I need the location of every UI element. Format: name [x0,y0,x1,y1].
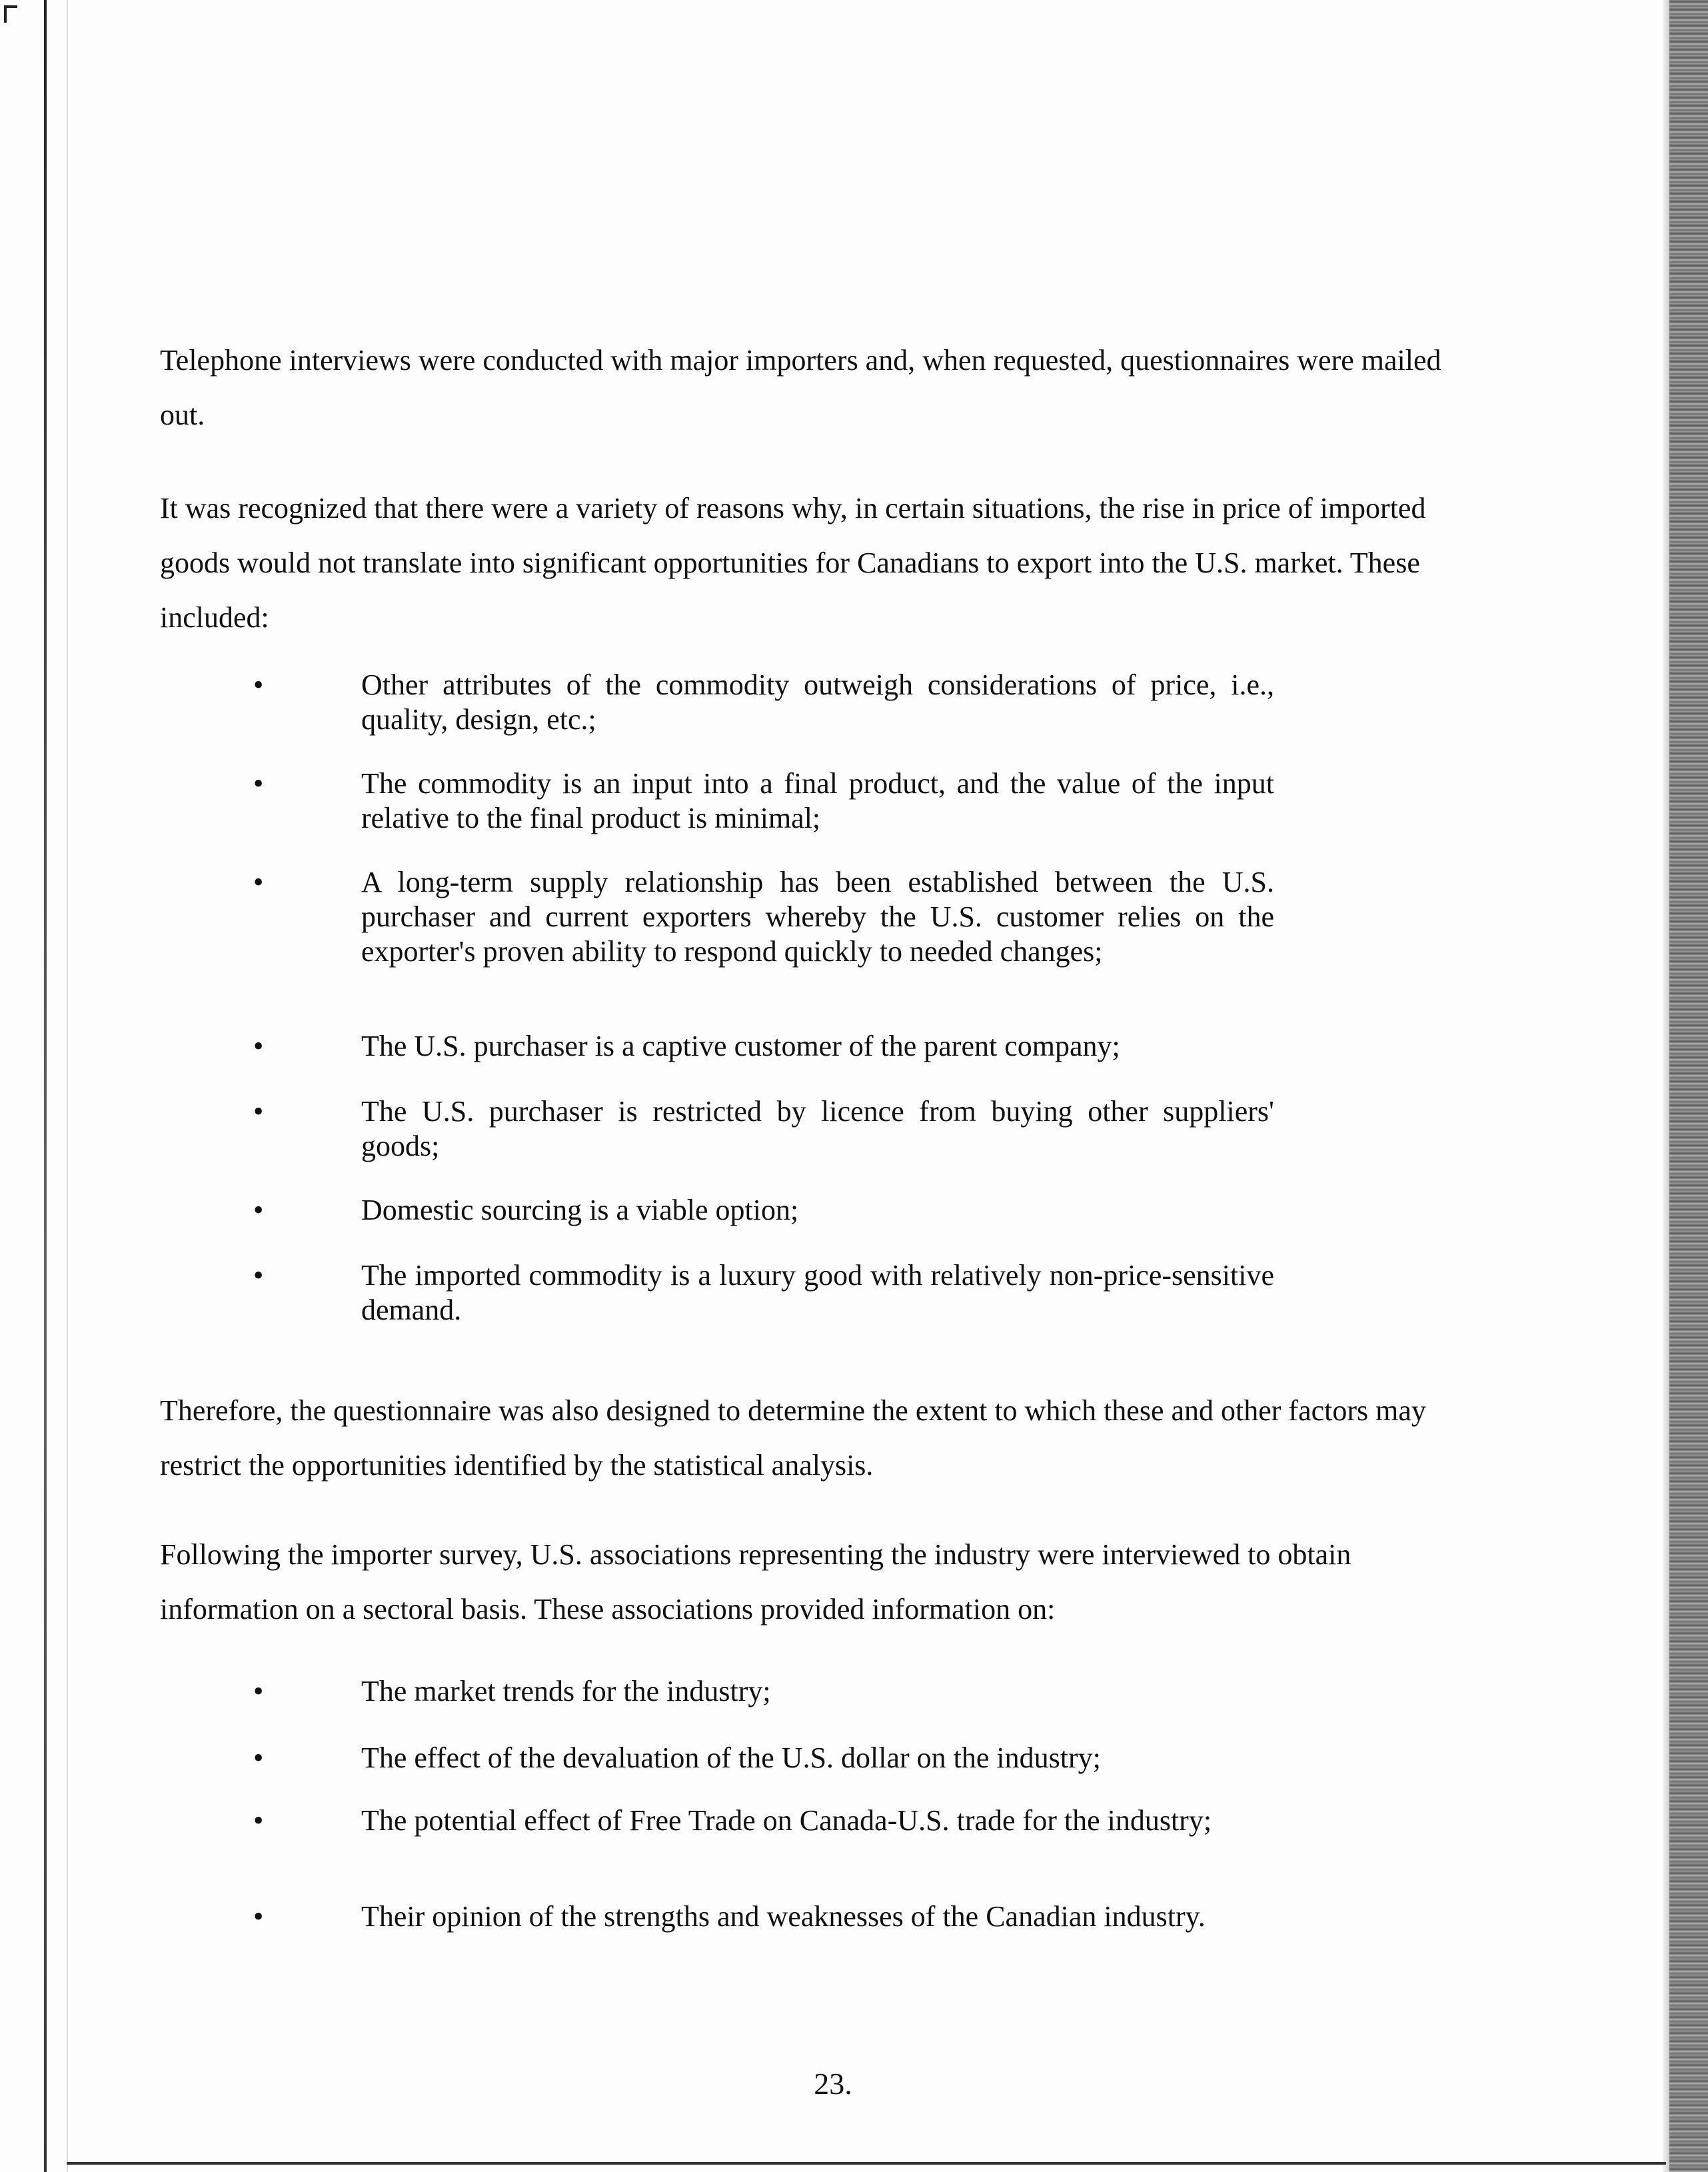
bullet-icon: • [253,1095,264,1128]
paragraph-telephone-interviews: Telephone interviews were conducted with major importers and, when requested, questionnaires were mailed out. [160,344,1441,431]
paragraph-associations-intro: Following the importer survey, U.S. associations representing the industry were interviewed to obtain information on a sectoral basis. These associations provided information on: [160,1538,1351,1626]
left-faint-edge [67,0,68,2172]
list-item-text: Domestic sourcing is a viable option; [361,1194,799,1226]
left-binding-edge [44,0,47,2172]
list-item-text: The imported commodity is a luxury good with relatively non-price-sensitive demand. [361,1259,1274,1326]
list-item-text: The market trends for the industry; [361,1675,771,1707]
binding-corner-mark [4,5,17,23]
bullet-icon: • [253,1741,264,1774]
bullet-icon: • [253,767,264,800]
page-number: 23. [814,2067,852,2101]
bullet-icon: • [253,1900,264,1933]
list-item-text: The commodity is an input into a final product, and the value of the input relative to the final product is minimal; [361,767,1274,834]
list-item-text: The potential effect of Free Trade on Canada-U.S. trade for the industry; [361,1804,1212,1837]
bullet-icon: • [253,668,264,701]
bottom-page-edge [67,2162,1666,2165]
bullet-icon: • [253,1259,264,1292]
list-item-text: The effect of the devaluation of the U.S. dollar on the industry; [361,1741,1101,1774]
list-item-text: Other attributes of the commodity outweigh considerations of price, i.e., quality, design, etc.; [361,668,1274,736]
bullet-icon: • [253,866,264,898]
list-item-text: The U.S. purchaser is restricted by licence from buying other suppliers' goods; [361,1095,1274,1162]
bullet-icon: • [253,1804,264,1837]
list-item-text: The U.S. purchaser is a captive customer of the parent company; [361,1030,1120,1062]
bullet-icon: • [253,1194,264,1226]
list-item-text: Their opinion of the strengths and weaknesses of the Canadian industry. [361,1900,1206,1933]
paragraph-questionnaire-design: Therefore, the questionnaire was also designed to determine the extent to which these and other factors may restrict the opportunities identified by the statistical analysis. [160,1394,1426,1482]
right-scan-edge [1669,0,1708,2172]
bullet-icon: • [253,1030,264,1062]
list-item-text: A long-term supply relationship has been established between the U.S. purchaser and current exporters whereby the U.S. customer relies on the exporter's proven ability to respond quickly to needed changes; [361,866,1274,968]
bullet-icon: • [253,1675,264,1707]
paragraph-reasons-intro: It was recognized that there were a variety of reasons why, in certain situations, the rise in price of imported goods would not translate into significant opportunities for Canadians to export into the U.S. market. These included: [160,492,1426,634]
